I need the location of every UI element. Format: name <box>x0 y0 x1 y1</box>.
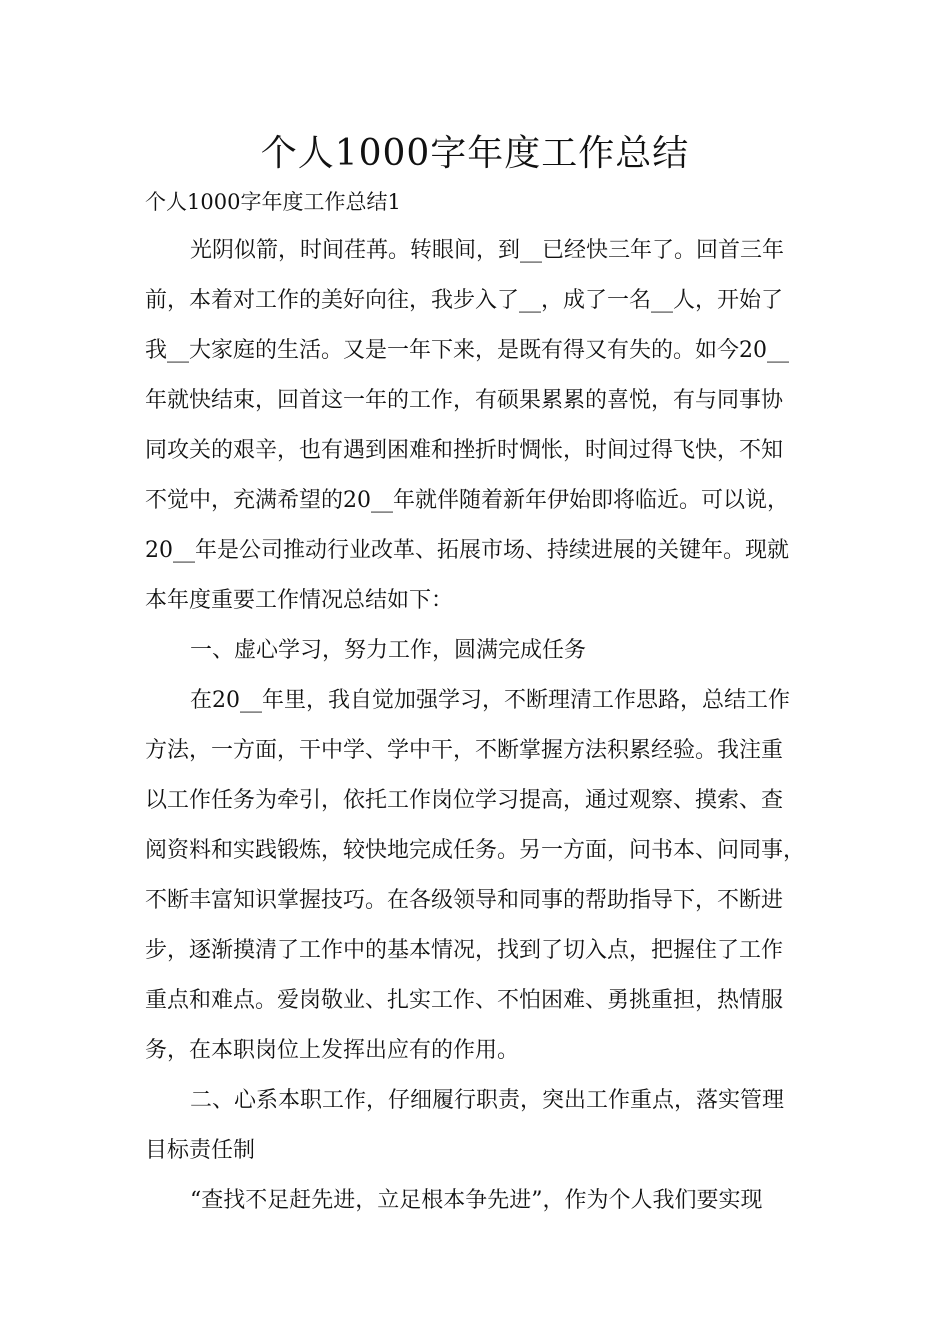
text-line: 以工作任务为牵引，依托工作岗位学习提高，通过观察、摸索、查 <box>145 788 784 813</box>
document-title: 个人1000字年度工作总结 <box>260 133 690 174</box>
text-line: 阅资料和实践锻炼，较快地完成任务。另一方面，问书本、问同事， <box>145 838 806 863</box>
text-line: 前，本着对工作的美好向往，我步入了__，成了一名__人，开始了 <box>145 288 784 313</box>
text-line: 同攻关的艰辛，也有遇到困难和挫折时惆怅，时间过得飞快，不知 <box>145 438 784 463</box>
text-line: 步，逐渐摸清了工作中的基本情况，找到了切入点，把握住了工作 <box>145 938 784 963</box>
text-line: 在20__年里，我自觉加强学习，不断理清工作思路，总结工作 <box>190 688 790 713</box>
text-line: 重点和难点。爱岗敬业、扎实工作、不怕困难、勇挑重担，热情服 <box>145 988 784 1013</box>
document-body <box>145 226 825 1226</box>
text-line: 20__年是公司推动行业改革、拓展市场、持续进展的关键年。现就 <box>145 538 789 563</box>
section-heading-1: 一、虚心学习，努力工作，圆满完成任务 <box>190 638 587 663</box>
text-line: 本年度重要工作情况总结如下： <box>145 588 454 613</box>
section-heading-2: 二、心系本职工作，仔细履行职责，突出工作重点，落实管理 <box>190 1088 785 1113</box>
text-line: 我__大家庭的生活。又是一年下来，是既有得又有失的。如今20__ <box>145 338 789 363</box>
text-line: 不觉中，充满希望的20__年就伴随着新年伊始即将临近。可以说， <box>145 488 789 513</box>
document-subtitle: 个人1000字年度工作总结1 <box>145 190 401 214</box>
text-line: 年就快结束，回首这一年的工作，有硕果累累的喜悦，有与同事协 <box>145 388 784 413</box>
text-line: “查找不足赶先进，立足根本争先进”，作为个人我们要实现 <box>190 1188 763 1213</box>
section-heading-2-continued: 目标责任制 <box>145 1138 256 1163</box>
text-line: 不断丰富知识掌握技巧。在各级领导和同事的帮助指导下，不断进 <box>145 888 784 913</box>
text-line: 方法，一方面，干中学、学中干，不断掌握方法积累经验。我注重 <box>145 738 784 763</box>
text-line: 务，在本职岗位上发挥出应有的作用。 <box>145 1038 520 1063</box>
text-line: 光阴似箭，时间荏苒。转眼间，到__已经快三年了。回首三年 <box>190 238 785 263</box>
